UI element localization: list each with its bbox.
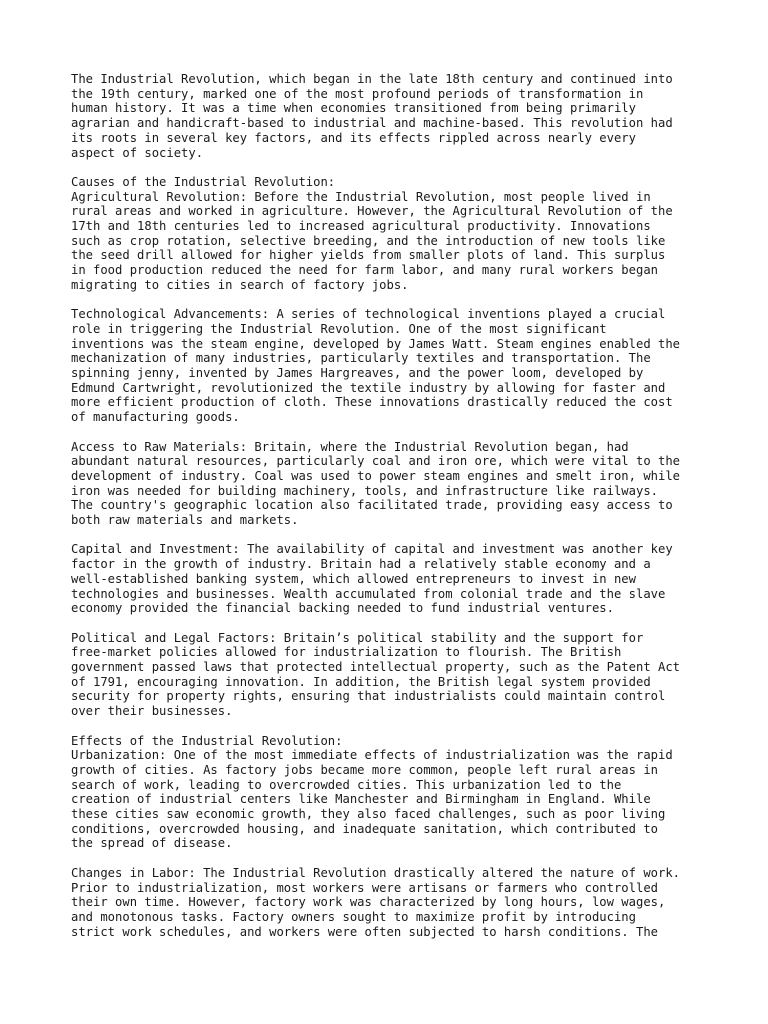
paragraph-capital-investment: Capital and Investment: The availability of capital and investment was another key factor in the growth of industry. Britain had a relatively stable economy and a well-established banking system, which allowed entrepreneurs to invest in new technologies and businesses. Wealth accumulated from colonial trade and the slave economy provided the financial backing needed to fund industrial ventures. xyxy=(71,542,673,616)
paragraph-intro: The Industrial Revolution, which began in the late 18th century and continued into the 19th century, marked one of the most profound periods of transformation in human history. It was a time when economies transitioned from being primarily agrarian and handicraft-based to industrial and machine-based. This revolution had its roots in several key factors, and its effects rippled across nearly every aspect of society. xyxy=(71,72,673,160)
paragraph-political-legal: Political and Legal Factors: Britain’s political stability and the support for free-market policies allowed for industrialization to flourish. The British government passed laws that protected intellectual property, such as the Patent Act of 1791, encouraging innovation. In addition, the British legal system provided security for property rights, ensuring that industrialists could maintain control over their businesses. xyxy=(71,630,681,719)
paragraph-technological-advancements: Technological Advancements: A series of technological inventions played a crucial role in triggering the Industrial Revolution. One of the most significant inventions was the steam engine, developed by James Watt. Steam engines enabled the mechanization of many industries, particularly textiles and transportation. The spinning jenny, invented by James Hargreaves, and the power loom, developed by Edmund Cartwright, revolutionized the textile industry by allowing for faster and more efficient production of cloth. These innovations drastically reduced the cost of manufacturing goods. xyxy=(71,307,681,425)
paragraph-effects-urbanization: Effects of the Industrial Revolution: Urbanization: One of the most immediate effects of industrialization was the rapid growth of cities. As factory jobs became more common, people left rural areas in search of work, leading to overcrowded cities. This urbanization led to the creation of industrial centers like Manchester and Birmingham in England. While these cities saw economic growth, they also faced challenges, such as poor living conditions, overcrowded housing, and inadequate sanitation, which contributed to the spread of disease. xyxy=(71,733,673,851)
paragraph-causes-agricultural: Causes of the Industrial Revolution: Agricultural Revolution: Before the Industrial Revolution, most people lived in rural areas and worked in agriculture. However, the Agricultural Revolution of the 17th and 18th centuries led to increased agricultural productivity. Innovations such as crop rotation, selective breeding, and the introduction of new tools like the seed drill allowed for higher yields from smaller plots of land. This surplus in food production reduced the need for farm labor, and many rural workers began migrating to cities in search of factory jobs. xyxy=(71,174,673,292)
paragraph-changes-in-labor: Changes in Labor: The Industrial Revolution drastically altered the nature of work. Prior to industrialization, most workers were artisans or farmers who controlled their own time. However, factory work was characterized by long hours, low wages, and monotonous tasks. Factory owners sought to maximize profit by introducing strict work schedules, and workers were often subjected to harsh conditions. The xyxy=(71,865,681,939)
paragraph-raw-materials: Access to Raw Materials: Britain, where the Industrial Revolution began, had abundant natural resources, particularly coal and iron ore, which were vital to the development of industry. Coal was used to power steam engines and smelt iron, while iron was needed for building machinery, tools, and infrastructure like railways. The country's geographic location also facilitated trade, providing easy access to both raw materials and markets. xyxy=(71,439,681,528)
